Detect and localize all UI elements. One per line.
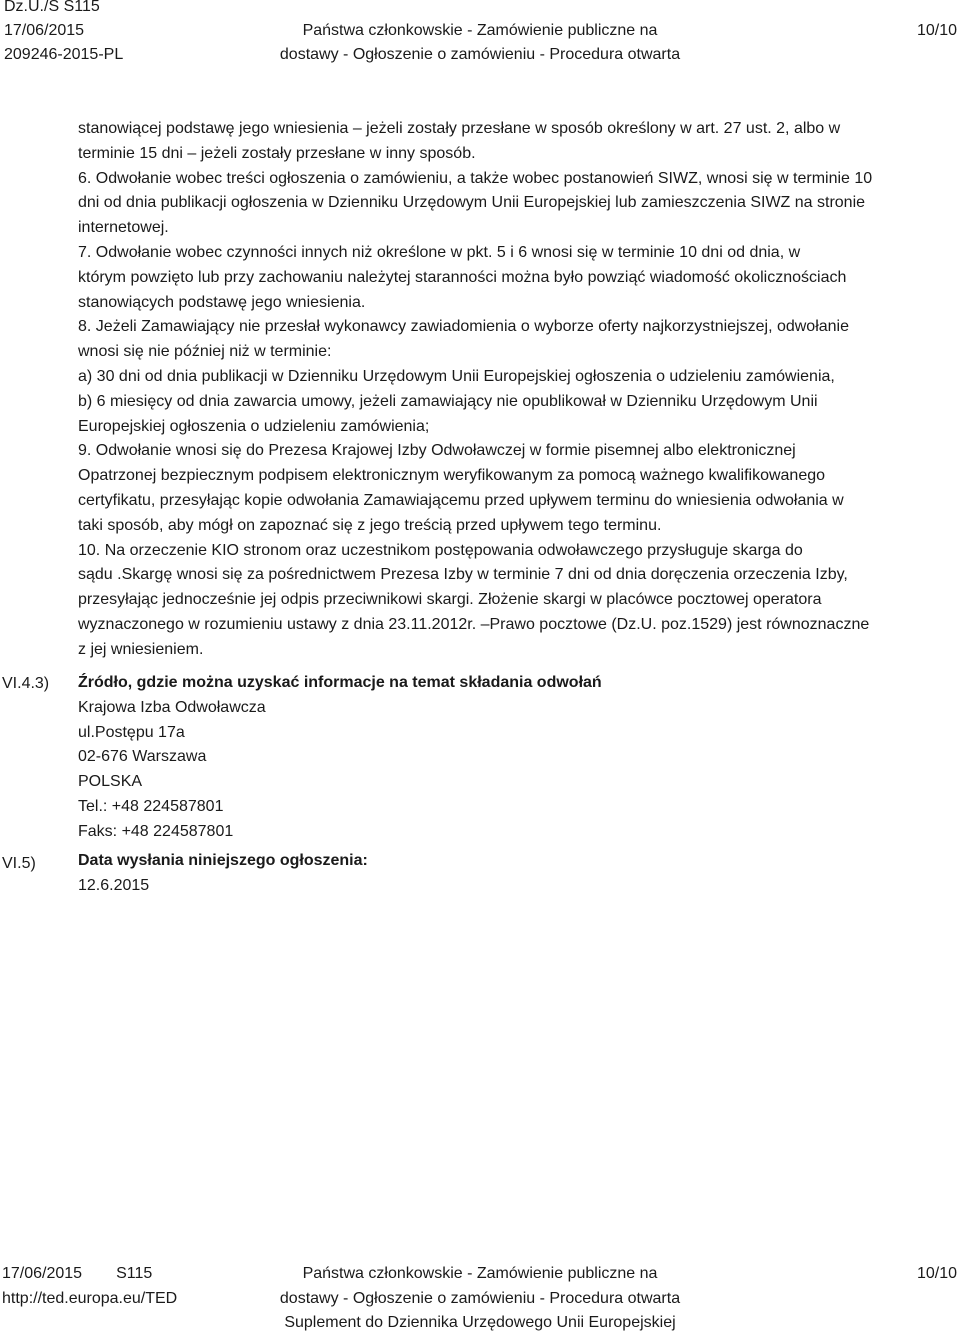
header-title-line2: dostawy - Ogłoszenie o zamówieniu - Procedura otwarta: [279, 46, 681, 63]
text-line: którym powzięto lub przy zachowaniu należytej staranności można było powziąć wiadomość okolicznościach: [78, 268, 847, 286]
text-line: 8. Jeżeli Zamawiający nie przesłał wykonawcy zawiadomienia o wyborze oferty najkorzystniejszej, odwołanie: [78, 318, 850, 336]
text-line: a) 30 dni od dnia publikacji w Dzienniku Urzędowym Unii Europejskiej ogłoszenia o udzieleniu zamówienia,: [78, 367, 835, 385]
text-line: 6. Odwołanie wobec treści ogłoszenia o zamówieniu, a także wobec postanowień SIWZ, wnosi się w terminie 10: [78, 169, 873, 187]
text-line: stanowiących podstawę jego wniesienia.: [78, 293, 366, 311]
text-line: internetowej.: [78, 219, 169, 237]
text-line: wyznaczonego w rozumieniu ustawy z dnia 23.11.2012r. –Prawo pocztowe (Dz.U. poz.1529) jest równoznaczne: [78, 615, 870, 633]
notice-id: 209246-2015-PL: [4, 46, 124, 63]
text-line: sądu .Skargę wnosi się za pośrednictwem Prezesa Izby w terminie 7 dni od dnia doręczenia orzeczenia Izby,: [78, 566, 848, 584]
text-line: b) 6 miesięcy od dnia zawarcia umowy, jeżeli zamawiający nie opublikował w Dzienniku Urzędowym Unii: [78, 392, 818, 410]
dispatch-date: 12.6.2015: [78, 876, 150, 894]
text-line: taki sposób, aby mógł on zapoznać się z jego treścią przed upływem tego terminu.: [78, 516, 662, 534]
header-title: [0, 19, 960, 67]
text-line: certyfikatu, przesyłając kopie odwołania Zamawiającemu przed upływem terminu do wniesienia odwołania w: [78, 491, 844, 509]
footer-title-line2: dostawy - Ogłoszenie o zamówieniu - Procedura otwarta: [279, 1289, 681, 1307]
country: POLSKA: [78, 773, 143, 791]
dispatch-date-section: [78, 849, 948, 899]
text-line: Europejskiej ogłoszenia o udzieleniu zamówienia;: [78, 417, 430, 435]
header-date: 17/06/2015: [4, 22, 85, 39]
org-name: Krajowa Izba Odwoławcza: [78, 698, 266, 716]
text-line: z jej wniesieniem.: [78, 640, 204, 658]
postal-city: 02-676 Warszawa: [78, 748, 207, 766]
section-label-vi5: VI.5): [2, 855, 36, 872]
footer-title: [0, 1262, 960, 1336]
text-line: przesyłając jednocześnie jej odpis przeciwnikowi skargi. Złożenie skargi w placówce pocztowej operatora: [78, 591, 822, 609]
text-line: dni od dnia publikacji ogłoszenia w Dzienniku Urzędowym Unii Europejskiej lub zamieszczenia SIWZ na stronie: [78, 194, 866, 212]
footer-page-number: 10/10: [916, 1265, 957, 1282]
footer-title-line3: Suplement do Dziennika Urzędowego Unii Europejskiej: [284, 1314, 676, 1331]
header-page-number: 10/10: [916, 22, 957, 39]
section-title-vi43: Źródło, gdzie można uzyskać informacje na temat składania odwołań: [78, 674, 602, 691]
section-title-vi5: Data wysłania niniejszego ogłoszenia:: [78, 852, 368, 869]
street-address: ul.Postępu 17a: [78, 723, 185, 741]
text-line: stanowiącej podstawę jego wniesienia – jeżeli zostały przesłane w sposób określony w art. 27 ust. 2, albo w: [78, 120, 841, 137]
text-line: wnosi się nie później niż w terminie:: [78, 343, 332, 361]
footer-title-line1: Państwa członkowskie - Zamówienie publiczne na: [302, 1265, 658, 1282]
footer-date: 17/06/2015: [2, 1265, 83, 1282]
section-label-vi43: VI.4.3): [2, 675, 50, 692]
text-line: Opatrzonej bezpiecznym podpisem elektronicznym weryfikowanym za pomocą ważnego kwalifikowanego: [78, 467, 826, 485]
appeal-text: [78, 117, 948, 663]
text-line: 9. Odwołanie wnosi się do Prezesa Krajowej Izby Odwoławczej w formie pisemnej albo elektronicznej: [78, 442, 796, 460]
fax-number: Faks: +48 224587801: [78, 822, 234, 840]
appeal-info-source: [78, 671, 948, 845]
footer-url[interactable]: http://ted.europa.eu/TED: [2, 1289, 178, 1307]
text-line: 10. Na orzeczenie KIO stronom oraz uczestnikom postępowania odwoławczego przysługuje skarga do: [78, 541, 803, 559]
header-title-line1: Państwa członkowskie - Zamówienie publiczne na: [302, 22, 658, 39]
phone-number: Tel.: +48 224587801: [78, 797, 224, 815]
page-header: [0, 0, 960, 72]
text-line: 7. Odwołanie wobec czynności innych niż określone w pkt. 5 i 6 wnosi się w terminie 10 dni od dnia, w: [78, 243, 801, 261]
text-line: terminie 15 dni – jeżeli zostały przesłane w inny sposób.: [78, 144, 476, 162]
page-footer: [0, 1262, 960, 1334]
footer-series: S115: [116, 1265, 153, 1282]
journal-ref: Dz.U./S S115: [4, 0, 100, 15]
